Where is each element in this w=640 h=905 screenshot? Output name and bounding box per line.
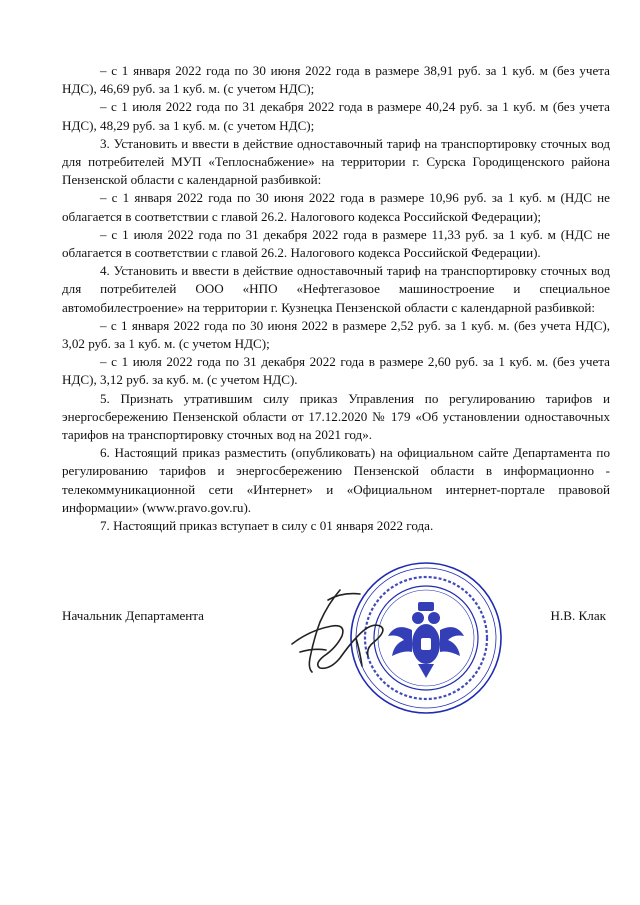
paragraph-clause-3: 3. Установить и ввести в действие одноставочный тариф на транспортировку сточных вод для потребителей МУП «Теплоснабжение» на территории г. Сурска Городищенского района Пензенской области с календарной разбивкой: (62, 135, 610, 188)
paragraph-clause-5: 5. Признать утратившим силу приказ Управления по регулированию тарифов и энергосбережению Пензенской области от 17.12.2020 № 179 «Об установлении одноставочных тарифов на транспортировку сточных вод на 2021 год». (62, 390, 610, 443)
signature-block (62, 608, 610, 648)
signatory-position: Начальник Департамента (62, 608, 204, 623)
paragraph-tariff-item: – с 1 июля 2022 года по 31 декабря 2022 года в размере 11,33 руб. за 1 куб. м (НДС не облагается в соответствии с главой 26.2. Налогового кодекса Российской Федерации). (62, 226, 610, 261)
paragraph-clause-6: 6. Настоящий приказ разместить (опубликовать) на официальном сайте Департамента по регулированию тарифов и энергосбережению Пензенской области в информационно - телекоммуникационной сети «Интернет» и «Официальном интернет-портале правовой информации» (www.pravo.gov.ru). (62, 445, 610, 515)
paragraph-tariff-item: – с 1 января 2022 года по 30 июня 2022 года в размере 10,96 руб. за 1 куб. м (НДС не облагается в соответствии с главой 26.2. Налогового кодекса Российской Федерации); (62, 190, 610, 224)
paragraph-tariff-item: – с 1 июля 2022 года по 31 декабря 2022 года в размере 2,60 руб. за 1 куб. м. (без учета НДС), 3,12 руб. за куб. м. (с учетом НДС). (62, 354, 610, 388)
paragraph-tariff-item: – с 1 января 2022 года по 30 июня 2022 в размере 2,52 руб. за 1 куб. м. (без учета НДС), 3,02 руб. за 1 куб. м. (с учетом НДС); (62, 317, 610, 352)
paragraph-clause-4: 4. Установить и ввести в действие одноставочный тариф на транспортировку сточных вод для потребителей ООО «НПО «Нефтегазовое машиностроение и специальное автомобилестроение» на территории г. Кузнецка Пензенской области с календарной разбивкой: (62, 263, 610, 315)
signatory-name: Н.В. Клак (550, 608, 606, 623)
paragraph-tariff-item: – с 1 июля 2022 года по 31 декабря 2022 года в размере 40,24 руб. за 1 куб. м (без учета НДС), 48,29 руб. за 1 куб. м. (с учетом НДС); (62, 99, 610, 133)
paragraph-tariff-item: – с 1 января 2022 года по 30 июня 2022 года в размере 38,91 руб. за 1 куб. м (без учета НДС), 46,69 руб. за 1 куб. м. (с учетом НДС); (62, 63, 610, 97)
document-body (62, 62, 610, 535)
paragraph-clause-7: 7. Настоящий приказ вступает в силу с 01 января 2022 года. (100, 518, 434, 534)
